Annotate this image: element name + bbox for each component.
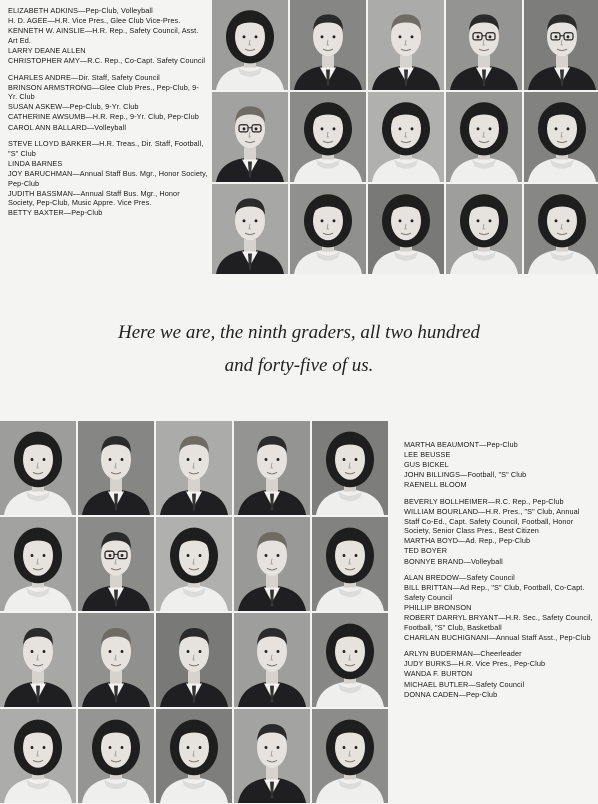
student-portrait bbox=[234, 613, 310, 707]
caption-group bbox=[404, 573, 594, 642]
student-portrait bbox=[212, 0, 288, 90]
student-caption: BEVERLY BOLLHEIMER—R.C. Rep., Pep-Club bbox=[404, 496, 564, 506]
student-portrait bbox=[78, 517, 154, 611]
student-portrait bbox=[234, 517, 310, 611]
student-portrait bbox=[312, 613, 388, 707]
student-portrait bbox=[156, 709, 232, 803]
student-portrait bbox=[0, 421, 76, 515]
student-caption: CHRISTOPHER AMY—R.C. Rep., Co-Capt. Safety Council bbox=[8, 55, 206, 65]
student-caption: MICHAEL BUTLER—Safety Council bbox=[404, 679, 525, 689]
top-caption-list bbox=[8, 6, 208, 218]
student-portrait bbox=[312, 517, 388, 611]
student-portrait bbox=[212, 184, 288, 274]
caption-group bbox=[8, 73, 208, 133]
student-caption: TED BOYER bbox=[404, 546, 448, 556]
student-portrait bbox=[0, 613, 76, 707]
student-caption: KENNETH W. AINSLIE—H.R. Rep., Safety Council, Asst. Art Ed. bbox=[8, 26, 199, 45]
student-caption: CAROL ANN BALLARD—Volleyball bbox=[8, 122, 127, 132]
top-photo-grid bbox=[212, 0, 598, 277]
student-caption: LARRY DEANE ALLEN bbox=[8, 45, 86, 55]
student-caption: SUSAN ASKEW—Pep-Club, 9-Yr. Club bbox=[8, 102, 139, 112]
student-portrait bbox=[524, 0, 598, 90]
student-portrait bbox=[78, 709, 154, 803]
student-caption: ROBERT DARRYL BRYANT—H.R. Sec., Safety Council, Football, "S" Club, Basketball bbox=[404, 613, 593, 632]
student-portrait bbox=[78, 421, 154, 515]
student-portrait bbox=[290, 92, 366, 182]
student-caption: WANDA F. BURTON bbox=[404, 669, 473, 679]
bottom-photo-grid bbox=[0, 421, 390, 804]
student-caption: JOHN BILLINGS—Football, "S" Club bbox=[404, 470, 527, 480]
student-portrait bbox=[78, 613, 154, 707]
page-headline-line-1: Here we are, the ninth graders, all two hundred bbox=[117, 322, 481, 343]
student-portrait bbox=[0, 517, 76, 611]
student-caption: STEVE LLOYD BARKER—H.R. Treas., Dir. Staff, Football, "S" Club bbox=[8, 139, 204, 158]
caption-group bbox=[404, 649, 594, 699]
student-portrait bbox=[312, 421, 388, 515]
student-portrait bbox=[524, 92, 598, 182]
student-portrait bbox=[368, 184, 444, 274]
student-caption: PHILLIP BRONSON bbox=[404, 602, 472, 612]
student-caption: JUDY BURKS—H.R. Vice Pres., Pep-Club bbox=[404, 659, 546, 669]
student-caption: CHARLES ANDRE—Dir. Staff, Safety Council bbox=[8, 72, 160, 82]
student-caption: BETTY BAXTER—Pep-Club bbox=[8, 208, 103, 218]
student-caption: JOY BARUCHMAN—Annual Staff Bus. Mgr., Honor Society, Pep-Club bbox=[8, 168, 208, 188]
caption-group bbox=[8, 6, 208, 66]
student-caption: MARTHA BEAUMONT—Pep-Club bbox=[404, 440, 518, 449]
student-caption: BILL BRITTAN—Ad Rep., "S" Club, Football, Co-Capt. Safety Council bbox=[404, 583, 585, 602]
student-caption: LINDA BARNES bbox=[8, 158, 63, 168]
student-portrait bbox=[212, 92, 288, 182]
student-caption: BONNYE BRAND—Volleyball bbox=[404, 556, 503, 566]
student-portrait bbox=[446, 0, 522, 90]
caption-group bbox=[8, 139, 208, 218]
student-portrait bbox=[234, 709, 310, 803]
student-caption: ALAN BREDOW—Safety Council bbox=[404, 573, 515, 583]
student-portrait bbox=[290, 0, 366, 90]
student-portrait bbox=[234, 421, 310, 515]
student-caption: CHARLAN BUCHIGNANI—Annual Staff Asst., Pep-Club bbox=[404, 632, 591, 642]
student-portrait bbox=[156, 517, 232, 611]
student-portrait bbox=[290, 184, 366, 274]
student-caption: MARTHA BOYD—Ad. Rep., Pep-Club bbox=[404, 536, 531, 546]
student-caption: DONNA CADEN—Pep-Club bbox=[404, 689, 498, 699]
page-headline-line-2: and forty-five of us. bbox=[224, 355, 374, 376]
student-caption: BRINSON ARMSTRONG—Glee Club Pres., Pep-Club, 9-Yr. Club bbox=[8, 82, 199, 102]
student-caption: RAENELL BLOOM bbox=[404, 480, 467, 490]
student-caption: JUDITH BASSMAN—Annual Staff Bus. Mgr., Honor Society, Pep-Club, Music Appre. Vice Pres. bbox=[8, 188, 180, 208]
student-portrait bbox=[446, 184, 522, 274]
student-caption: ELIZABETH ADKINS—Pep-Club, Volleyball bbox=[8, 6, 153, 15]
student-portrait bbox=[446, 92, 522, 182]
student-portrait bbox=[312, 709, 388, 803]
caption-group bbox=[404, 497, 594, 566]
student-portrait bbox=[156, 613, 232, 707]
student-portrait bbox=[368, 92, 444, 182]
student-caption: CATHERINE AWSUMB—H.R. Rep., 9-Yr. Club, Pep-Club bbox=[8, 112, 199, 122]
student-portrait bbox=[156, 421, 232, 515]
student-caption: GUS BICKEL bbox=[404, 460, 449, 470]
student-portrait bbox=[368, 0, 444, 90]
student-caption: H. D. AGEE—H.R. Vice Pres., Glee Club Vice-Pres. bbox=[8, 16, 181, 26]
student-caption: WILLIAM BOURLAND—H.R. Pres., "S" Club, Annual Staff Co-Ed., Capt. Safety Council, Football, Honor Society, Senior Class Pres., Best Citizen bbox=[404, 507, 580, 536]
bottom-caption-list bbox=[404, 440, 594, 699]
student-caption: ARLYN BUDERMAN—Cheerleader bbox=[404, 649, 522, 659]
student-portrait bbox=[0, 709, 76, 803]
student-portrait bbox=[524, 184, 598, 274]
student-caption: LEE BEUSSE bbox=[404, 450, 451, 460]
caption-group bbox=[404, 440, 594, 490]
